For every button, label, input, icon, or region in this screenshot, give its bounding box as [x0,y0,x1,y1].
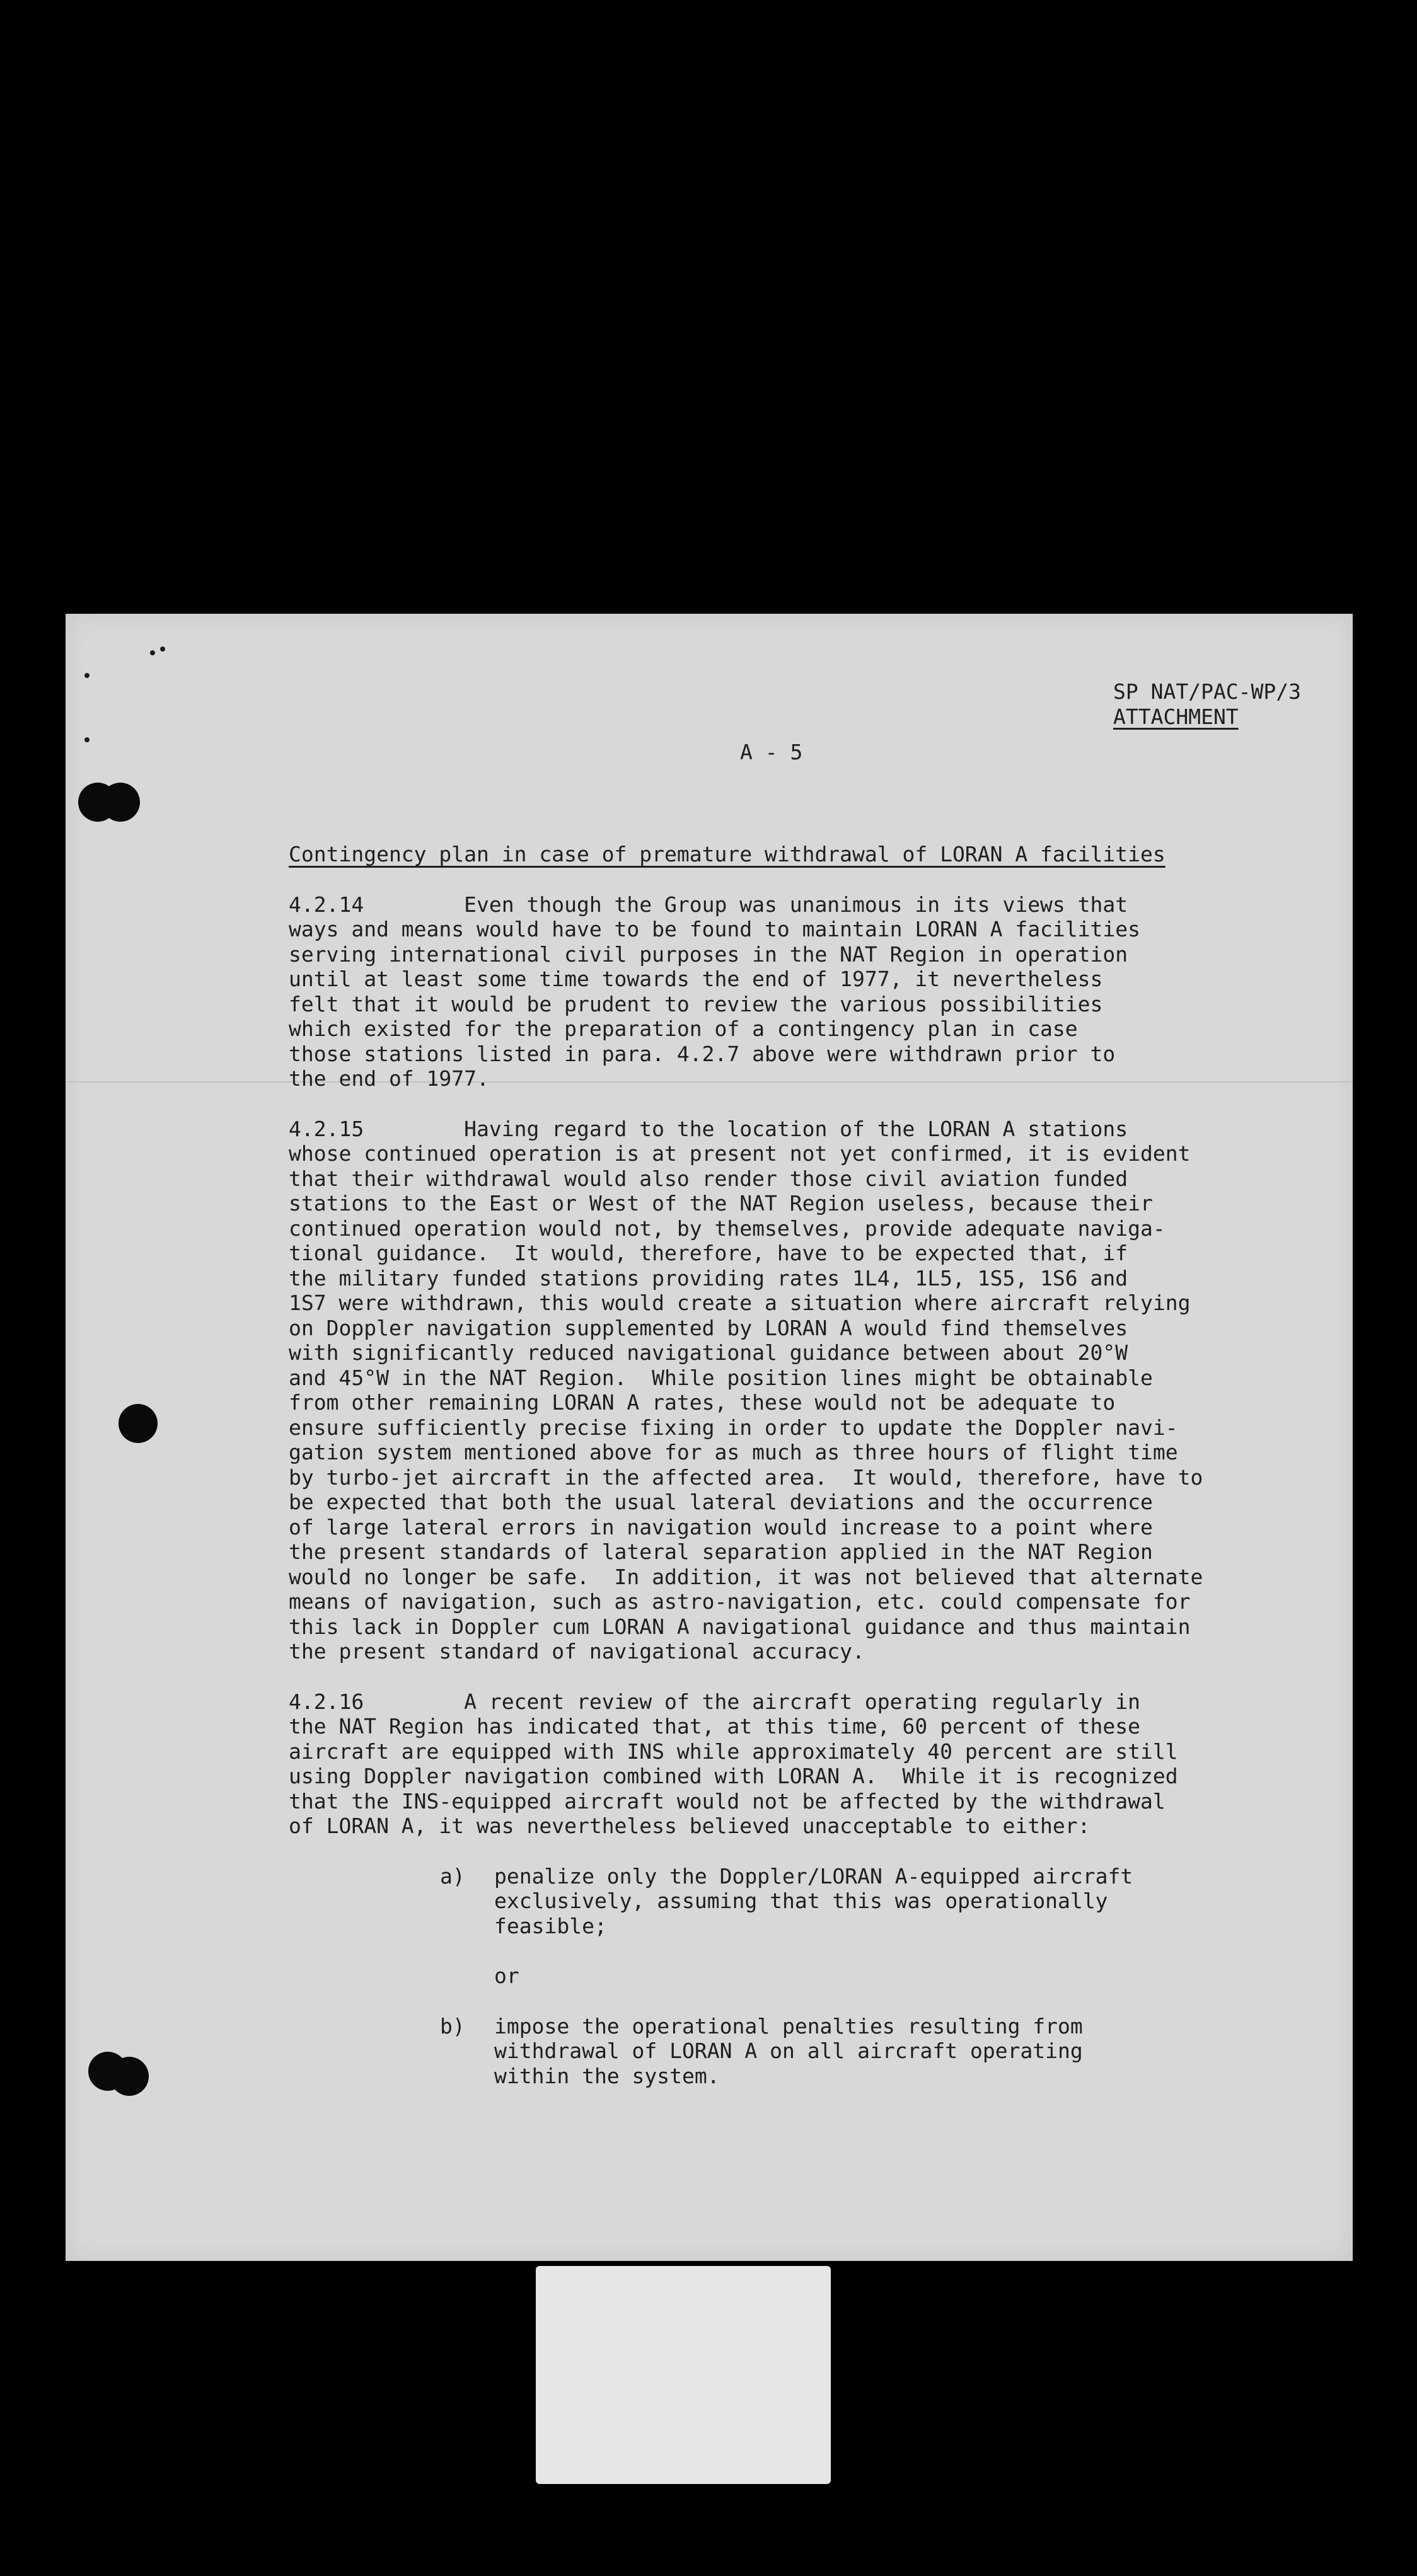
text-line: tional guidance. It would, therefore, have to be expected that, if [289,1241,1128,1265]
punch-hole [101,783,140,822]
paragraph-4-2-15 [289,1117,1348,1664]
text-line: and 45°W in the NAT Region. While position lines might be obtainable [289,1365,1153,1390]
list-label: b) [440,2013,465,2038]
paper-speck [84,673,90,678]
text-line: of LORAN A, it was nevertheless believed unacceptable to either: [289,1814,1090,1838]
text-line: this lack in Doppler cum LORAN A navigational guidance and thus maintain [289,1614,1191,1639]
text-line: feasible; [494,1913,607,1938]
text-line: ensure sufficiently precise fixing in order to update the Doppler navi- [289,1415,1178,1440]
text-line: the present standards of lateral separation applied in the NAT Region [289,1539,1153,1564]
text-line: 4.2.14 Even though the Group was unanimous in its views that [289,892,1128,917]
document-reference [1113,679,1301,730]
text-line: with significantly reduced navigational guidance between about 20°W [289,1340,1128,1365]
text-line: until at least some time towards the end of 1977, it nevertheless [289,967,1103,991]
punch-hole [110,2057,149,2096]
paper-speck [84,737,90,742]
paragraph-4-2-14 [289,892,1348,1091]
text-line: withdrawal of LORAN A on all aircraft operating [494,2038,1083,2063]
text-line: would no longer be safe. In addition, it was not believed that alternate [289,1564,1203,1589]
text-line: the present standard of navigational accuracy. [289,1639,865,1664]
text-line: the military funded stations providing rates 1L4, 1L5, 1S5, 1S6 and [289,1265,1128,1291]
text-line: that their withdrawal would also render those civil aviation funded [289,1166,1128,1191]
text-line: continued operation would not, by themselves, provide adequate naviga- [289,1216,1165,1241]
text-line: from other remaining LORAN A rates, these would not be adequate to [289,1390,1116,1415]
text-line: the NAT Region has indicated that, at this time, 60 percent of these [289,1714,1141,1739]
text-line: which existed for the preparation of a contingency plan in case [289,1016,1078,1041]
text-line: on Doppler navigation supplemented by LORAN A would find themselves [289,1315,1128,1340]
text-line: 4.2.16 A recent review of the aircraft operating regularly in [289,1689,1141,1714]
text-line: means of navigation, such as astro-navigation, etc. could compensate for [289,1589,1191,1614]
attachment-label: ATTACHMENT [1113,704,1239,729]
paper-speck [160,647,165,652]
text-line: exclusively, assuming that this was operationally [494,1889,1108,1913]
document-page [66,614,1353,2261]
text-line: ways and means would have to be found to maintain LORAN A facilities [289,917,1141,941]
text-line: whose continued operation is at present not yet confirmed, it is evident [289,1141,1191,1166]
punch-hole [119,1404,158,1443]
text-line: be expected that both the usual lateral deviations and the occurrence [289,1490,1153,1514]
text-line: by turbo-jet aircraft in the affected area. It would, therefore, have to [289,1464,1203,1490]
list-item-a [440,1864,1348,1939]
paper-speck [150,650,155,655]
text-line: 1S7 were withdrawn, this would create a situation where aircraft relying [289,1291,1191,1315]
text-line: serving international civil purposes in the NAT Region in operation [289,941,1128,967]
reference-code: SP NAT/PAC-WP/3 [1113,679,1302,704]
page-number: A - 5 [740,740,803,764]
text-line: felt that it would be prudent to review the various possibilities [289,991,1103,1016]
text-line: within the system. [494,2063,720,2088]
paragraph-4-2-16 [289,1689,1348,1839]
list-label: a) [440,1863,465,1889]
section-heading: Contingency plan in case of premature withdrawal of LORAN A facilities [289,842,1165,866]
text-line: using Doppler navigation combined with LORAN A. While it is recognized [289,1764,1178,1788]
text-line: the end of 1977. [289,1066,489,1091]
text-line: gation system mentioned above for as much as three hours of flight time [289,1440,1178,1464]
text-line: aircraft are equipped with INS while approximately 40 percent are still [289,1739,1178,1764]
text-line: of large lateral errors in navigation would increase to a point where [289,1514,1153,1539]
list-item-b [440,2014,1348,2089]
text-line: impose the operational penalties resulting from [494,2013,1083,2038]
text-line: that the INS-equipped aircraft would not be affected by the withdrawal [289,1788,1165,1814]
text-line: 4.2.15 Having regard to the location of the LORAN A stations [289,1116,1128,1141]
text-line: penalize only the Doppler/LORAN A-equipped aircraft [494,1863,1133,1889]
blank-card [536,2266,831,2484]
text-line: stations to the East or West of the NAT Region useless, because their [289,1191,1153,1216]
text-line: those stations listed in para. 4.2.7 above were withdrawn prior to [289,1041,1116,1066]
document-body [289,842,1348,2113]
list-connector: or [494,1964,519,1988]
